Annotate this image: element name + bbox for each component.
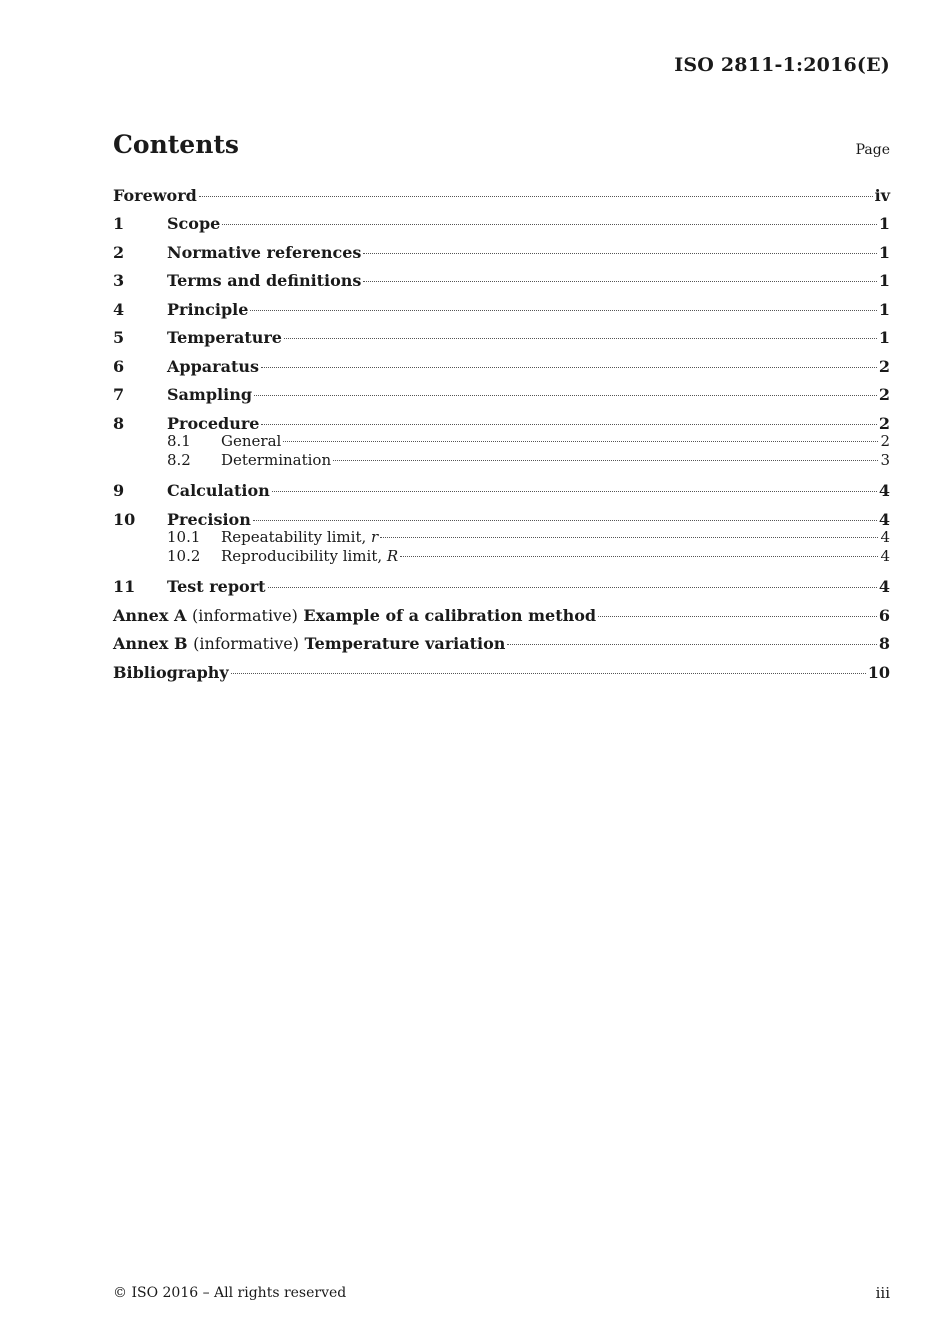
dot-leader: [253, 520, 877, 521]
toc-title: Sampling: [167, 385, 253, 404]
dot-leader: [333, 460, 878, 461]
toc-title: Foreword: [113, 186, 197, 205]
toc-title: [113, 632, 505, 656]
annex-label: Annex B: [113, 634, 188, 653]
toc-page: 1: [878, 299, 890, 319]
annex-label: Annex A: [113, 605, 187, 625]
toc-number: 8: [113, 413, 125, 433]
toc-number: 8.1: [167, 431, 191, 450]
dot-leader: [284, 338, 877, 339]
toc-title: [113, 604, 596, 628]
annex-title: Example of a calibration method: [303, 605, 597, 625]
dot-leader: [254, 395, 877, 396]
toc-page: 6: [878, 605, 890, 625]
toc-entry-annex-a[interactable]: [113, 604, 890, 633]
toc-page: 4: [878, 577, 890, 596]
toc-title: [221, 547, 398, 566]
toc-number: 9: [113, 481, 125, 500]
table-of-contents: [113, 184, 890, 689]
toc-title: Scope: [167, 214, 221, 233]
toc-entry-repeatability-limit[interactable]: [113, 528, 890, 548]
dot-leader: [231, 673, 866, 674]
toc-number: 10.2: [167, 547, 201, 565]
toc-number: 2: [113, 242, 125, 262]
toc-number: 7: [113, 385, 125, 404]
toc-entry-principle[interactable]: [113, 298, 890, 327]
dot-leader: [507, 644, 876, 645]
dot-leader: [199, 196, 873, 197]
toc-page: 2: [878, 356, 890, 376]
dot-leader: [261, 424, 876, 425]
dot-leader: [268, 587, 877, 588]
toc-page: 2: [880, 431, 890, 450]
toc-title: Temperature: [167, 328, 282, 347]
toc-title-text: Repeatability limit,: [221, 527, 372, 546]
toc-title: General: [221, 431, 282, 450]
annex-note: (informative): [191, 605, 298, 625]
toc-entry-terms-and-definitions[interactable]: [113, 269, 890, 298]
annex-title: Temperature variation: [304, 634, 506, 653]
toc-title: Precision: [167, 509, 251, 529]
toc-title: Calculation: [167, 481, 270, 500]
toc-page: 1: [878, 271, 890, 290]
toc-title: Normative references: [167, 242, 362, 262]
toc-page: 10: [867, 662, 890, 682]
toc-number: 3: [113, 271, 125, 290]
toc-entry-procedure[interactable]: [113, 412, 890, 432]
dot-leader: [222, 224, 877, 225]
document-id: ISO 2811-1:2016(E): [674, 54, 890, 76]
toc-number: 6: [113, 356, 125, 376]
toc-entry-foreword[interactable]: [113, 184, 890, 212]
toc-title: Bibliography: [113, 662, 229, 682]
toc-page: iv: [874, 186, 890, 205]
dot-leader: [272, 491, 877, 492]
toc-title: [221, 528, 378, 547]
toc-page: 3: [880, 451, 890, 469]
toc-title: Procedure: [167, 413, 260, 433]
toc-entry-precision[interactable]: [113, 508, 890, 528]
toc-entry-general[interactable]: [113, 432, 890, 452]
toc-title: Determination: [221, 451, 332, 469]
toc-page: 1: [878, 328, 890, 347]
toc-number: 8.2: [167, 451, 191, 469]
toc-entry-annex-b[interactable]: [113, 632, 890, 661]
toc-page: 4: [878, 481, 890, 500]
toc-entry-scope[interactable]: [113, 212, 890, 241]
dot-leader: [261, 367, 877, 368]
toc-number: 4: [113, 299, 125, 319]
dot-leader: [380, 537, 878, 538]
toc-number: 10.1: [167, 527, 201, 546]
toc-title: Terms and definitions: [167, 271, 362, 290]
toc-page: 1: [878, 214, 890, 233]
toc-entry-reproducibility-limit[interactable]: [113, 547, 890, 575]
toc-number: 1: [113, 214, 125, 233]
toc-entry-test-report[interactable]: [113, 575, 890, 604]
toc-variable: r: [371, 527, 379, 546]
toc-title: Principle: [167, 299, 249, 319]
annex-note: (informative): [193, 634, 299, 653]
toc-entry-apparatus[interactable]: [113, 355, 890, 384]
toc-title-text: Reproducibility limit,: [221, 547, 387, 565]
dot-leader: [363, 253, 876, 254]
toc-entry-bibliography[interactable]: [113, 661, 890, 690]
toc-number: 11: [113, 577, 136, 596]
dot-leader: [283, 441, 878, 442]
toc-page: 8: [878, 634, 890, 653]
dot-leader: [250, 310, 876, 311]
toc-page: 1: [878, 242, 890, 262]
toc-entry-temperature[interactable]: [113, 326, 890, 355]
footer-copyright: © ISO 2016 – All rights reserved: [113, 1285, 347, 1301]
toc-number: 5: [113, 328, 125, 347]
toc-title: Apparatus: [167, 356, 259, 376]
dot-leader: [363, 281, 876, 282]
footer-page-number: iii: [875, 1284, 890, 1302]
toc-entry-normative-references[interactable]: [113, 241, 890, 270]
toc-page: 2: [878, 413, 890, 433]
toc-variable: R: [386, 547, 399, 565]
toc-entry-calculation[interactable]: [113, 479, 890, 508]
toc-entry-determination[interactable]: [113, 451, 890, 479]
toc-page: 4: [880, 527, 890, 546]
dot-leader: [400, 556, 878, 557]
dot-leader: [598, 616, 877, 617]
toc-title: Test report: [167, 577, 266, 596]
contents-heading: Contents: [113, 130, 240, 159]
page-column-label: Page: [855, 142, 890, 158]
toc-page: 2: [878, 385, 890, 404]
toc-page: 4: [880, 547, 890, 565]
toc-number: 10: [113, 509, 136, 529]
toc-entry-sampling[interactable]: [113, 383, 890, 412]
toc-page: 4: [878, 509, 890, 529]
